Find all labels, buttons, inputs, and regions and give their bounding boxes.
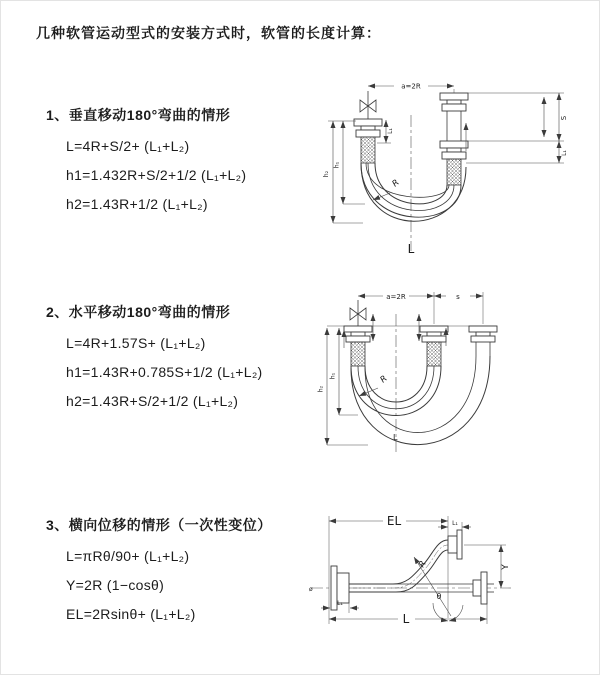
- dim-label-h1: h₁: [329, 372, 337, 380]
- right-fitting-upper: [440, 93, 468, 111]
- formula-h1: h1=1.43R+0.785S+1/2 (L₁+L₂): [66, 364, 263, 380]
- formula-l: L=4R+1.57S+ (L₁+L₂): [66, 335, 206, 351]
- section-3-heading: 3、横向位移的情形（一次性变位）: [46, 517, 272, 533]
- angle-label: θ: [436, 592, 442, 601]
- formula-el: EL=2Rsinθ+ (L₁+L₂): [66, 606, 196, 622]
- right-fitting-lower: [440, 141, 468, 185]
- left-fitting: [354, 119, 382, 163]
- diagram-lateral-displacement: [303, 506, 598, 661]
- section-2-heading: 2、水平移动180°弯曲的情形: [46, 304, 231, 320]
- radius-label: R: [378, 373, 390, 386]
- dim-label-s: s: [456, 293, 460, 301]
- dim-label-y: Y: [501, 564, 511, 570]
- dim-label-h2: h₂: [317, 385, 325, 393]
- dim-label-span: a=2R: [401, 82, 421, 91]
- braid-section: [447, 159, 461, 185]
- length-label: L: [393, 433, 398, 442]
- dim-label-l: L: [402, 612, 410, 626]
- formula-l: L=4R+S/2+ (L₁+L₂): [66, 138, 190, 154]
- formula-y: Y=2R (1−cosθ): [66, 577, 165, 593]
- dim-label-span: a=2R: [386, 293, 406, 301]
- dim-label-h1: h₁: [333, 161, 341, 169]
- hose-s-curve: [349, 530, 462, 592]
- section-horizontal-movement: [46, 302, 316, 409]
- dim-label-el: EL: [386, 514, 402, 528]
- hose-u-bend: [351, 356, 490, 445]
- diagram-vertical-180-bend: [316, 73, 586, 258]
- section-lateral-displacement: [46, 515, 316, 622]
- valve-icon: [360, 91, 376, 119]
- dim-label-s: S: [560, 115, 568, 121]
- formula-l: L=πRθ/90+ (L₁+L₂): [66, 548, 190, 564]
- dim-label-l1-left: L₁: [387, 128, 394, 134]
- formula-h2: h2=1.43R+1/2 (L₁+L₂): [66, 196, 208, 212]
- right-fitting-ghost: [469, 326, 497, 356]
- diagram-horizontal-180-bend: [313, 284, 591, 454]
- middle-fitting: [420, 326, 448, 366]
- left-fitting: [344, 326, 372, 366]
- braid-section: [351, 342, 365, 366]
- formula-h1: h1=1.432R+S/2+1/2 (L₁+L₂): [66, 167, 247, 183]
- radius-label: R: [390, 177, 402, 190]
- formula-h2: h2=1.43R+S/2+1/2 (L₁+L₂): [66, 393, 239, 409]
- valve-icon: [350, 300, 366, 326]
- radius-label: R: [417, 559, 429, 570]
- section-vertical-movement: [46, 105, 316, 212]
- dim-label-h2: h₂: [323, 170, 330, 178]
- braid-section: [361, 137, 375, 163]
- dim-label-l1-left: L₁: [337, 600, 343, 607]
- axis-label: ø: [309, 586, 313, 593]
- length-label: L: [407, 242, 415, 256]
- page-title: 几种软管运动型式的安装方式时，软管的长度计算：: [36, 25, 381, 41]
- section-1-heading: 1、垂直移动180°弯曲的情形: [46, 107, 231, 123]
- braid-section: [427, 342, 441, 366]
- dim-label-l1-top: L₁: [452, 520, 458, 527]
- dim-label-l1-right: L₁: [561, 150, 568, 156]
